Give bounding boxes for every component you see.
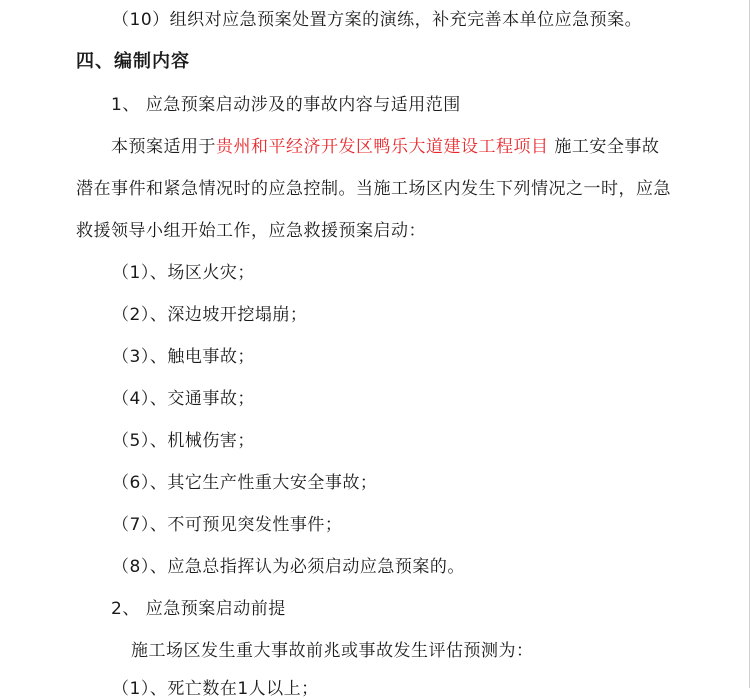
list-item: （3）、触电事故； — [112, 347, 255, 367]
paragraph-line-2: 潜在事件和紧急情况时的应急控制。当施工场区内发生下列情况之一时，应急 — [76, 179, 671, 199]
list-item: （5）、机械伤害； — [112, 431, 255, 451]
cut-off-line: （1）、死亡数在1人以上； — [112, 679, 319, 699]
subsection-title-2: 2、 应急预案启动前提 — [111, 599, 286, 619]
list-item: （7）、不可预见突发性事件； — [112, 515, 343, 535]
list-item: （1）、场区火灾； — [112, 263, 255, 283]
project-name: 贵州和平经济开发区鸭乐大道建设工程项目 — [216, 137, 549, 157]
section-heading: 四、编制内容 — [76, 51, 190, 72]
list-item: （6）、其它生产性重大安全事故； — [112, 473, 378, 493]
paragraph-prefix: 本预案适用于 — [111, 137, 216, 157]
list-item: （2）、深边坡开挖塌崩； — [112, 305, 308, 325]
list-item: （8）、应急总指挥认为必须启动应急预案的。 — [112, 557, 465, 577]
subsection-title-1: 1、 应急预案启动涉及的事故内容与适用范围 — [111, 95, 461, 115]
line-item-10: （10）组织对应急预案处置方案的演练，补充完善本单位应急预案。 — [112, 10, 643, 30]
subsection-paragraph-2: 施工场区发生重大事故前兆或事故发生评估预测为： — [131, 641, 534, 661]
list-item: （4）、交通事故； — [112, 389, 255, 409]
paragraph-suffix: 施工安全事故 — [548, 137, 660, 157]
paragraph-line-1 — [111, 136, 659, 158]
paragraph-line-3: 救援领导小组开始工作，应急救援预案启动： — [76, 221, 426, 241]
